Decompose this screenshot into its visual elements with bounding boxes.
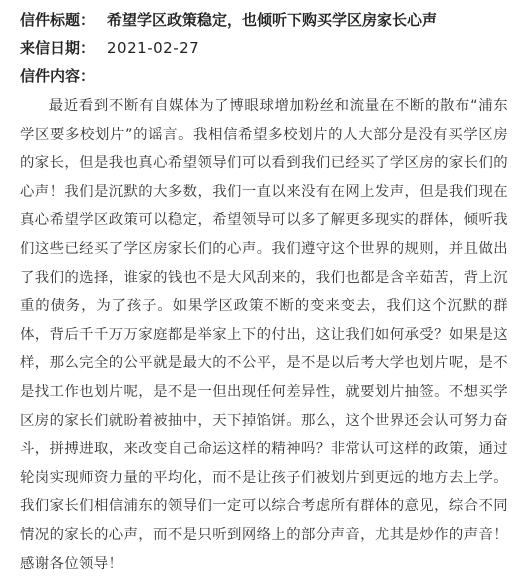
date-value: 2021-02-27 <box>107 39 200 57</box>
content-label: 信件内容： <box>20 67 96 85</box>
subject-value: 希望学区政策稳定，也倾听下购买学区房家长心声 <box>107 11 438 29</box>
date-row <box>20 34 512 62</box>
subject-label: 信件标题： <box>20 11 96 29</box>
subject-row <box>20 6 512 34</box>
letter-body-text: 最近看到不断有自媒体为了博眼球增加粉丝和流量在不断的散布“浦东学区要多校划片”的谣言。我相信希望多校划片的人大部分是没有买学区房的家长，但是我也真心希望领导们可以看到我们已经买了学区房的家长们的心声！我们是沉默的大多数，我们一直以来没有在网上发声，但是我们现在真心希望学区政策可以稳定，希望领导可以多了解更多现实的群体，倾听我们这些已经买了学区房家长们的心声。我们遵守这个世界的规则，并且做出了我们的选择，谁家的钱也不是大风刮来的，我们也都是含辛茹苦，背上沉重的债务，为了孩子。如果学区政策不断的变来变去，我们这个沉默的群体，背后千千万万家庭都是举家上下的付出，这让我们如何承受？如果是这样，那么完全的公平就是最大的不公平，是不是以后考大学也划片呢，是不是找工作也划片呢，是不是一但出现任何差异性，就要划片抽签。不想买学区房的家长们就盼着被抽中，天下掉馅饼。那么，这个世界还会认可努力奋斗，拼搏进取，来改变自己命运这样的精神吗？非常认可这样的政策，通过轮岗实现师资力量的平均化，而不是让孩子们被划片到更远的地方去上学。我们家长们相信浦东的领导们一定可以综合考虑所有群体的意见，综合不同情况的家长的心声，而不是只听到网络上的部分声音，尤其是炒作的声音！感谢各位领导！ <box>20 98 508 572</box>
date-label: 来信日期： <box>20 39 96 57</box>
